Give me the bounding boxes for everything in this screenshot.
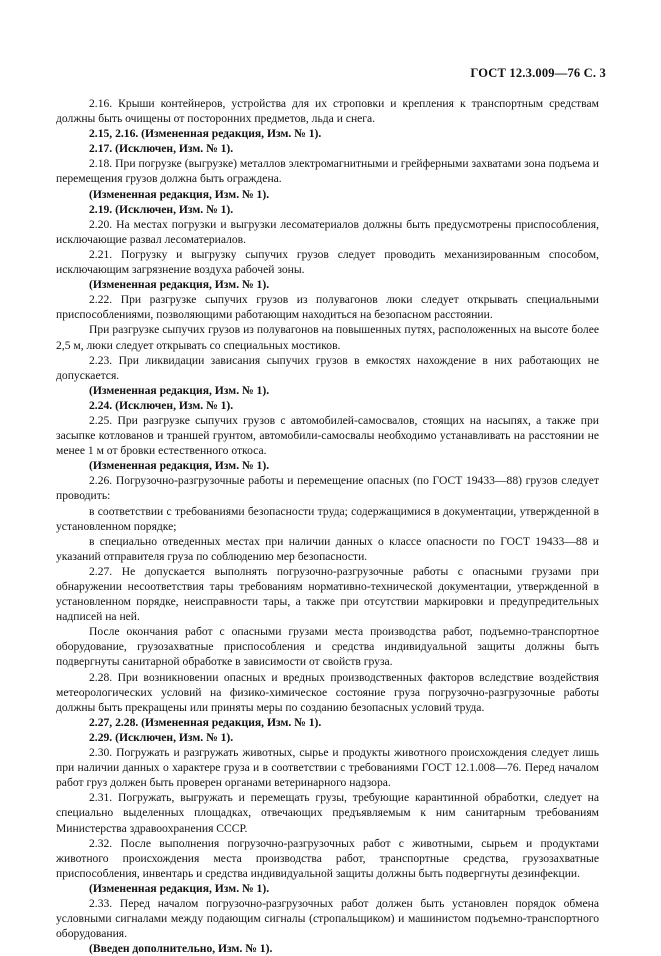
amendment-note: 2.17. (Исключен, Изм. № 1). [89,142,234,156]
amendment-note: (Введен дополнительно, Изм. № 1). [89,942,273,956]
clause-paragraph: 2.30. Погружать и разгружать животных, сырье и продукты животного происхождения следует лишь при наличии данных о характере груза и в соответствии с требованиями ГОСТ 12.1.008—76. Перед началом работ груз должен быть проверен органами ветеринарного надзора. [56,746,599,790]
amendment-note: (Измененная редакция, Изм. № 1). [89,459,270,473]
clause-paragraph: 2.32. После выполнения погрузочно-разгрузочных работ с животными, сырьем и продуктами животного происхождения места производства работ, транспортные средства, грузозахватные приспособления, инвентарь и средства индивидуальной защиты должны быть подвергнуты дезинфекции. [56,836,599,880]
clause-paragraph: в специально отведенных местах при наличии данных о классе опасности по ГОСТ 19433—88 и указаний отправителя груза по соблюдению мер безопасности. [56,534,599,563]
amendment-note: 2.19. (Исключен, Изм. № 1). [89,202,234,216]
clause-paragraph: 2.23. При ликвидации зависания сыпучих грузов в емкостях нахождение в них работающих не допускается. [56,353,599,382]
clause-paragraph: 2.20. На местах погрузки и выгрузки лесоматериалов должны быть предусмотрены приспособления, исключающие развал лесоматериалов. [56,217,599,246]
clause-paragraph: 2.31. Погружать, выгружать и перемещать грузы, требующие карантинной обработки, следует на специально выделенных площадках, отвечающих предъявляемым к ним санитарным требованиям Министерства здравоохранения СССР. [56,791,599,835]
amendment-note: (Измененная редакция, Изм. № 1). [89,187,270,201]
clause-paragraph: 2.26. Погрузочно-разгрузочные работы и перемещение опасных (по ГОСТ 19433—88) грузов следует проводить: [56,474,599,503]
clause-paragraph: 2.22. При разгрузке сыпучих грузов из полувагонов люки следует открывать специальными приспособлениями, позволяющими работающим находиться на безопасном расстоянии. [56,293,599,322]
clause-paragraph: При разгрузке сыпучих грузов из полувагонов на повышенных путях, расположенных на высоте более 2,5 м, люки следует открывать со специальных мостиков. [56,323,599,352]
amendment-note: 2.15, 2.16. (Измененная редакция, Изм. № 1). [89,127,322,141]
amendment-note: (Измененная редакция, Изм. № 1). [89,881,270,895]
clause-paragraph: 2.21. Погрузку и выгрузку сыпучих грузов следует проводить механизированным способом, исключающим загрязнение воздуха рабочей зоны. [56,247,599,277]
clause-paragraph: 2.18. При погрузке (выгрузке) металлов электромагнитными и грейферными захватами зона подъема и перемещения грузов должна быть ограждена. [56,157,599,186]
amendment-note: 2.24. (Исключен, Изм. № 1). [89,398,234,412]
amendment-note: (Измененная редакция, Изм. № 1). [89,278,270,292]
amendment-note: (Измененная редакция, Изм. № 1). [89,383,270,397]
clause-paragraph: После окончания работ с опасными грузами места производства работ, подъемно-транспортное оборудование, грузозахватные приспособления и средства индивидуальной защиты должны быть подвергнуты санитарной обработке в зависимости от свойств груза. [56,625,599,669]
clause-paragraph: 2.27. Не допускается выполнять погрузочно-разгрузочные работы с опасными грузами при обнаружении несоответствия тары требованиям нормативно-технической документации, утвержденной в установленном порядке, неисправности тары, а также при отсутствии маркировки и предупредительных надписей на ней. [56,564,599,624]
amendment-note: 2.29. (Исключен, Изм. № 1). [89,730,234,744]
clause-paragraph: 2.33. Перед началом погрузочно-разгрузочных работ должен быть установлен порядок обмена условными сигналами между подающим сигналы (стропальщиком) и машинистом подъемно-транспортного оборудования. [56,896,599,941]
clause-paragraph: 2.28. При возникновении опасных и вредных производственных факторов вследствие воздействия метеорологических условий на физико-химическое состояние груза погрузочно-разгрузочные работы должны быть прекращены или приняты меры по созданию безопасных условий труда. [56,670,599,714]
amendment-note: 2.27, 2.28. (Измененная редакция, Изм. № 1). [89,715,322,729]
clause-paragraph: в соответствии с требованиями безопасности труда; содержащимися в документации, утвержденной в установленном порядке; [56,504,599,533]
clause-paragraph: 2.16. Крыши контейнеров, устройства для их строповки и крепления к транспортным средствам должны быть очищены от посторонних предметов, льда и снега. [56,97,599,126]
document-body [56,96,599,956]
page-header: ГОСТ 12.3.009—76 С. 3 [470,66,606,80]
clause-paragraph: 2.25. При разгрузке сыпучих грузов с автомобилей-самосвалов, стоящих на насыпях, а также при засыпке котлованов и траншей грунтом, автомобили-самосвалы необходимо устанавливать на расстоянии не менее 1 м от бровки естественного откоса. [56,413,599,458]
